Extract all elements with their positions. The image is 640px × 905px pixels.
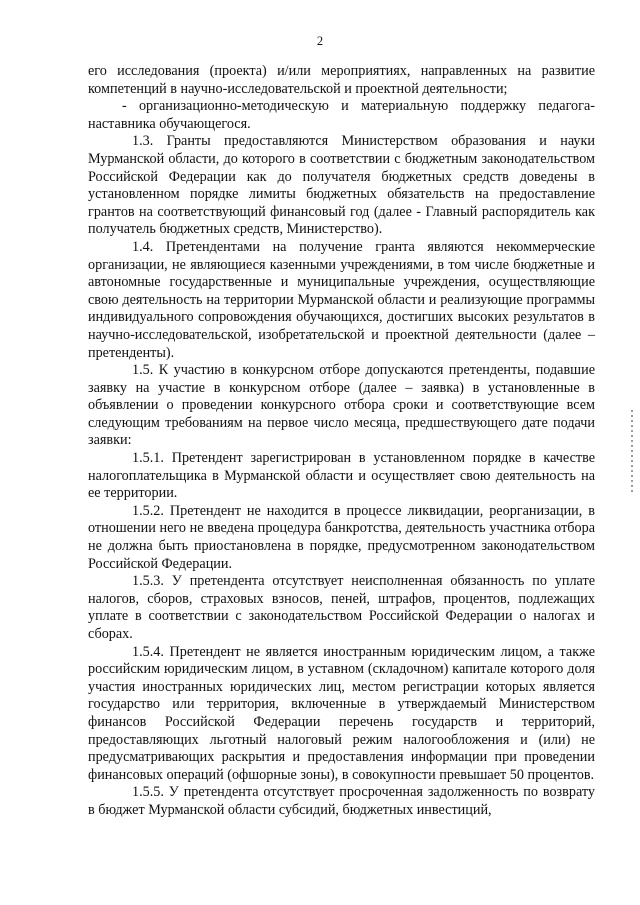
paragraph-1-5-2: 1.5.2. Претендент не находится в процессе ликвидации, реорганизации, в отношении него не введена процедура банкротства, деятельность участника отбора не должна быть приостановлена в порядке, предусмотренном законодательством Российской Федерации. <box>88 502 595 572</box>
paragraph-1-5-5: 1.5.5. У претендента отсутствует просроченная задолженность по возврату в бюджет Мурманской области субсидий, бюджетных инвестиций, <box>88 784 595 818</box>
paragraph-1-5-3: 1.5.3. У претендента отсутствует неисполненная обязанность по уплате налогов, сборов, страховых взносов, пеней, штрафов, процентов, подлежащих уплате в соответствии с законодательством Российской Федерации о налогах и сборах. <box>88 573 595 642</box>
paragraph-1-4: 1.4. Претендентами на получение гранта являются некоммерческие организации, не являющиеся казенными учреждениями, в том числе бюджетные и автономные государственные и муниципальные учреждения, осуществляющие свою деятельность на территории Мурманской области и реализующие программы индивидуального сопровождения обучающихся, достигших высоких результатов в научно-исследовательской, изобретательской и проектной деятельности (далее – претенденты). <box>88 238 595 361</box>
paragraph-continuation: его исследования (проекта) и/или мероприятиях, направленных на развитие компетенций в научно-исследовательской и проектной деятельности; <box>88 63 595 97</box>
document-body <box>88 63 595 820</box>
paragraph-1-3: 1.3. Гранты предоставляются Министерством образования и науки Мурманской области, до которого в соответствии с бюджетным законодательством Российской Федерации как до получателя бюджетных средств доведены в установленном порядке лимиты бюджетных обязательств на предоставление грантов на соответствующий финансовый год (далее - Главный распорядитель как получатель бюджетных средств, Министерство). <box>88 133 595 238</box>
paragraph-1-5-1: 1.5.1. Претендент зарегистрирован в установленном порядке в качестве налогоплательщика в Мурманской области и осуществляет свою деятельность на ее территории. <box>88 450 595 502</box>
paragraph-1-5: 1.5. К участию в конкурсном отборе допускаются претенденты, подавшие заявку на участие в конкурсном отборе (далее – заявка) в установленные в объявлении о проведении конкурсного отбора сроки и соответствующие всем следующим требованиям на первое число месяца, предшествующего дате подачи заявки: <box>88 362 595 449</box>
paragraph-list-item-support: - организационно-методическую и материальную поддержку педагога-наставника обучающегося. <box>88 98 595 132</box>
paragraph-1-5-4: 1.5.4. Претендент не является иностранным юридическим лицом, а также российским юридическим лицом, в уставном (складочном) капитале которого доля участия иностранных юридических лиц, местом регистрации которых является государство или территория, включенные в утверждаемый Министерством финансов Российской Федерации перечень государств и территорий, предоставляющих льготный налоговый режим налогообложения и (или) не предусматривающих раскрытия и предоставления информации при проведении финансовых операций (офшорные зоны), в совокупности превышает 50 процентов. <box>88 643 595 783</box>
scan-margin-mark <box>631 410 633 492</box>
page-number: 2 <box>316 34 324 48</box>
